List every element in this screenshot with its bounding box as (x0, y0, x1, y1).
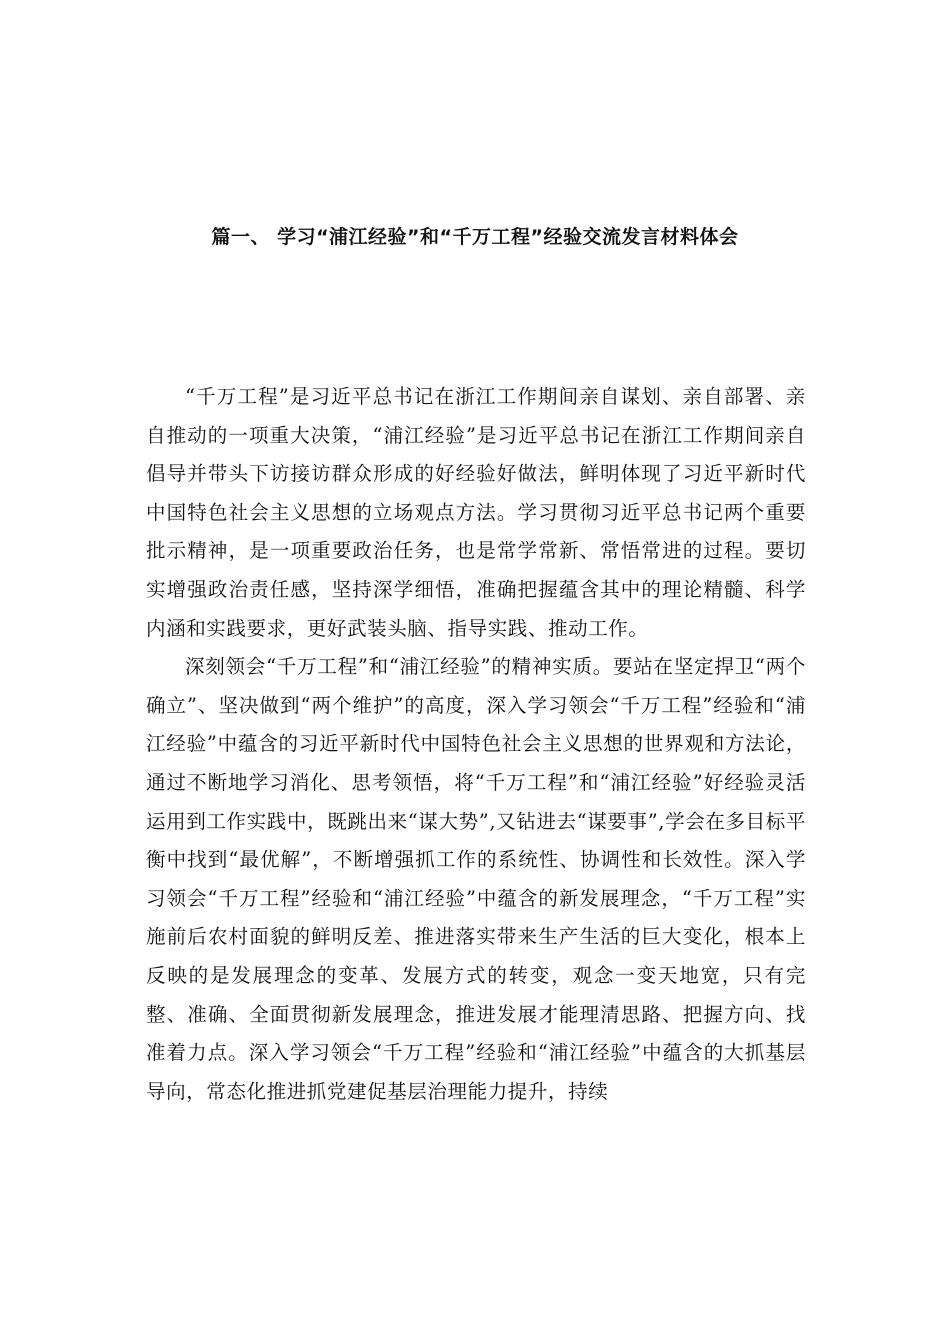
paragraph-2: 深刻领会“千万工程”和“浦江经验”的精神实质。要站在坚定捍卫“两个确立”、坚决做到“两个维护”的高度，深入学习领会“千万工程”经验和“浦江经验”中蕴含的习近平新时代中国特色社会主义思想的世界观和方法论，通过不断地学习消化、思考领悟，将“千万工程”和“浦江经验”好经验灵活运用到工作实践中，既跳出来“谋大势”,又钻进去“谋要事”,学会在多目标平衡中找到“最优解”，不断增强抓工作的系统性、协调性和长效性。深入学习领会“千万工程”经验和“浦江经验”中蕴含的新发展理念，“千万工程”实施前后农村面貌的鲜明反差、推进落实带来生产生活的巨大变化，根本上反映的是发展理念的变革、发展方式的转变，观念一变天地宽，只有完整、准确、全面贯彻新发展理念，推进发展才能理清思路、把握方向、找准着力点。深入学习领会“千万工程”经验和“浦江经验”中蕴含的大抓基层导向，常态化推进抓党建促基层治理能力提升，持续 (146, 655, 806, 1103)
document-title: 篇一、 学习“浦江经验”和“千万工程”经验交流发言材料体会 (211, 226, 739, 248)
document-body (146, 378, 806, 1111)
paragraph-1: “千万工程”是习近平总书记在浙江工作期间亲自谋划、亲自部署、亲自推动的一项重大决策，“浦江经验”是习近平总书记在浙江工作期间亲自倡导并带头下访接访群众形成的好经验好做法，鲜明体现了习近平新时代中国特色社会主义思想的立场观点方法。学习贯彻习近平总书记两个重要批示精神，是一项重要政治任务，也是常学常新、常悟常进的过程。要切实增强政治责任感，坚持深学细悟，准确把握蕴含其中的理论精髓、科学内涵和实践要求，更好武装头脑、指导实践、推动工作。 (146, 385, 806, 640)
